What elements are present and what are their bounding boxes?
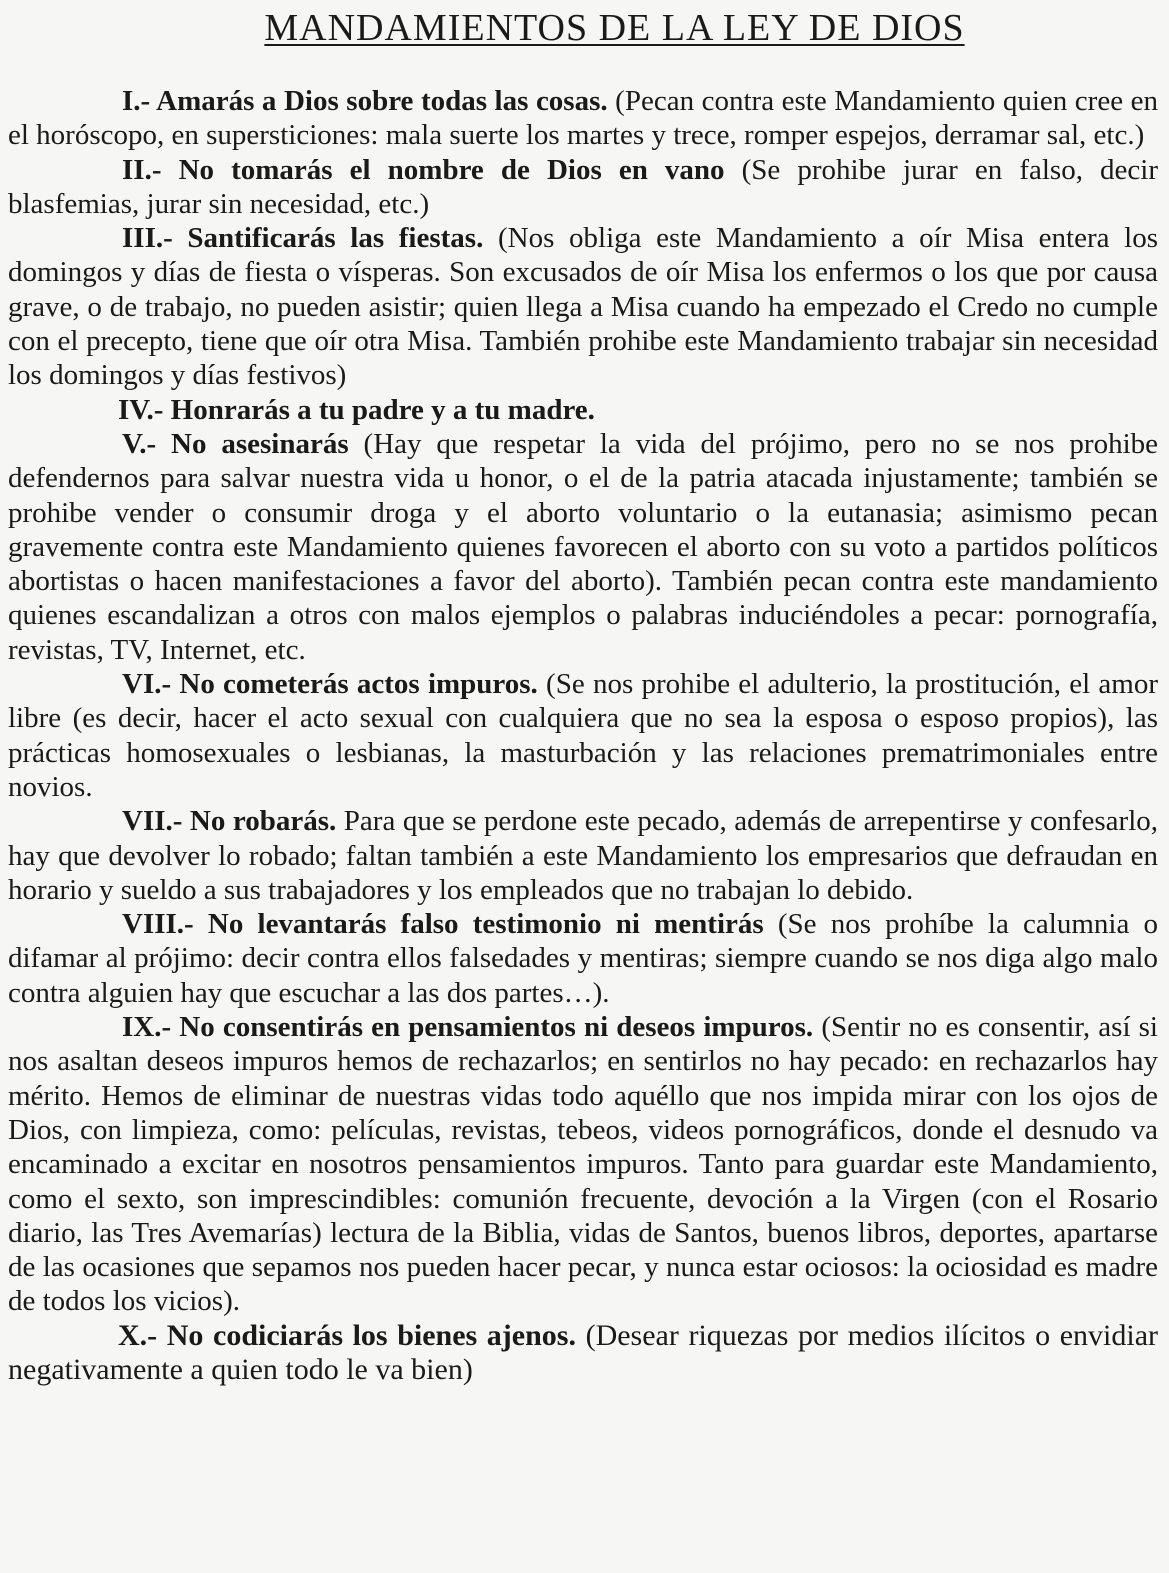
commandment-10: [8, 1319, 1158, 1388]
commandment-heading: IX.- No consentirás en pensamientos ni deseos impuros.: [122, 1011, 814, 1044]
commandment-6: [8, 667, 1158, 804]
commandment-text: (Nos obliga este Mandamiento a oír Misa entera los domingos y días de fiesta o vísperas. Son excusados de oír Misa los enfermos o los que por causa grave, o de trabajo, no pueden asistir; quien llega a Misa cuando ha empezado el Credo no cumple con el precepto, tiene que oír otra Misa. También prohibe este Mandamiento trabajar sin necesidad los domingos y días festivos): [8, 222, 1158, 392]
commandment-9: [8, 1010, 1158, 1319]
page-title-text: MANDAMIENTOS DE LA LEY DE DIOS: [264, 7, 965, 49]
commandment-heading: VII.- No robarás.: [122, 805, 337, 838]
commandment-2: [8, 153, 1158, 222]
page-title: [0, 6, 1169, 50]
commandment-heading: VIII.- No levantarás falso testimonio ni mentirás: [122, 908, 764, 941]
commandment-heading: IV.- Honrarás a tu padre y a tu madre.: [118, 393, 595, 426]
commandment-heading: VI.- No cometerás actos impuros.: [122, 668, 538, 701]
commandment-heading: X.- No codiciarás los bienes ajenos.: [118, 1318, 576, 1352]
commandment-1: [8, 84, 1158, 153]
commandment-text: (Desear riquezas por medios ilícitos o envidiar negativamente a quien todo le va bien): [8, 1318, 1158, 1386]
commandment-heading: V.- No asesinarás: [122, 427, 349, 460]
commandment-text: (Pecan contra este Mandamiento quien cree en el horóscopo, en supersticiones: mala suerte los martes y trece, romper espejos, derramar sal, etc.): [8, 85, 1158, 152]
commandment-7: [8, 804, 1158, 907]
commandments-list: [8, 84, 1158, 1387]
commandment-4: [8, 393, 1158, 427]
commandment-text: (Hay que respetar la vida del prójimo, pero no se nos prohibe defendernos para salvar nuestra vida u honor, o el de la patria atacada injustamente; también se prohibe vender o consumir droga y el aborto voluntario o la eutanasia; asimismo pecan gravemente contra este Mandamiento quienes favorecen el aborto con su voto a partidos políticos abortistas o hacen manifestaciones a favor del aborto). También pecan contra este mandamiento quienes escandalizan a otros con malos ejemplos o palabras induciéndoles a pecar: pornografía, revistas, TV, Internet, etc.: [8, 427, 1159, 666]
commandment-heading: I.- Amarás a Dios sobre todas las cosas.: [122, 85, 608, 117]
commandment-text: (Se nos prohibe el adulterio, la prostitución, el amor libre (es decir, hacer el acto sexual con cualquiera que no sea la esposa o esposo propios), las prácticas homosexuales o lesbianas, la masturbación y las relaciones prematrimoniales entre novios.: [8, 668, 1159, 803]
commandment-text: Para que se perdone este pecado, además de arrepentirse y confesarlo, hay que devolver lo robado; faltan también a este Mandamiento los empresarios que defraudan en horario y sueldo a sus trabajadores y los empleados que no trabajan lo debido.: [8, 805, 1159, 906]
commandment-text: (Sentir no es consentir, así si nos asaltan deseos impuros hemos de rechazarlos; en sentirlos no hay pecado: en rechazarlos hay mérito. Hemos de eliminar de nuestras vidas todo aquéllo que nos impida mirar con los ojos de Dios, con limpieza, como: películas, revistas, tebeos, videos pornográficos, donde el desnudo va encaminado a excitar en nosotros pensamientos impuros. Tanto para guardar este Mandamiento, como el sexto, son imprescindibles: comunión frecuente, devoción a la Virgen (con el Rosario diario, las Tres Avemarías) lectura de la Biblia, vidas de Santos, buenos libros, deportes, apartarse de las ocasiones que sepamos nos pueden hacer pecar, y nunca estar ociosos: la ociosidad es madre de todos los vicios).: [8, 1011, 1158, 1318]
commandment-text: (Se nos prohíbe la calumnia o difamar al prójimo: decir contra ellos falsedades y mentiras; siempre cuando se nos diga algo malo contra alguien hay que escuchar a las dos partes…).: [8, 908, 1159, 1009]
commandment-heading: II.- No tomarás el nombre de Dios en vano: [122, 153, 725, 186]
commandment-text: (Se prohibe jurar en falso, decir blasfemias, jurar sin necesidad, etc.): [8, 153, 1159, 220]
commandment-8: [8, 907, 1158, 1010]
commandment-heading: III.- Santificarás las fiestas.: [122, 222, 484, 255]
commandment-5: [8, 427, 1158, 667]
commandment-3: [8, 221, 1158, 392]
